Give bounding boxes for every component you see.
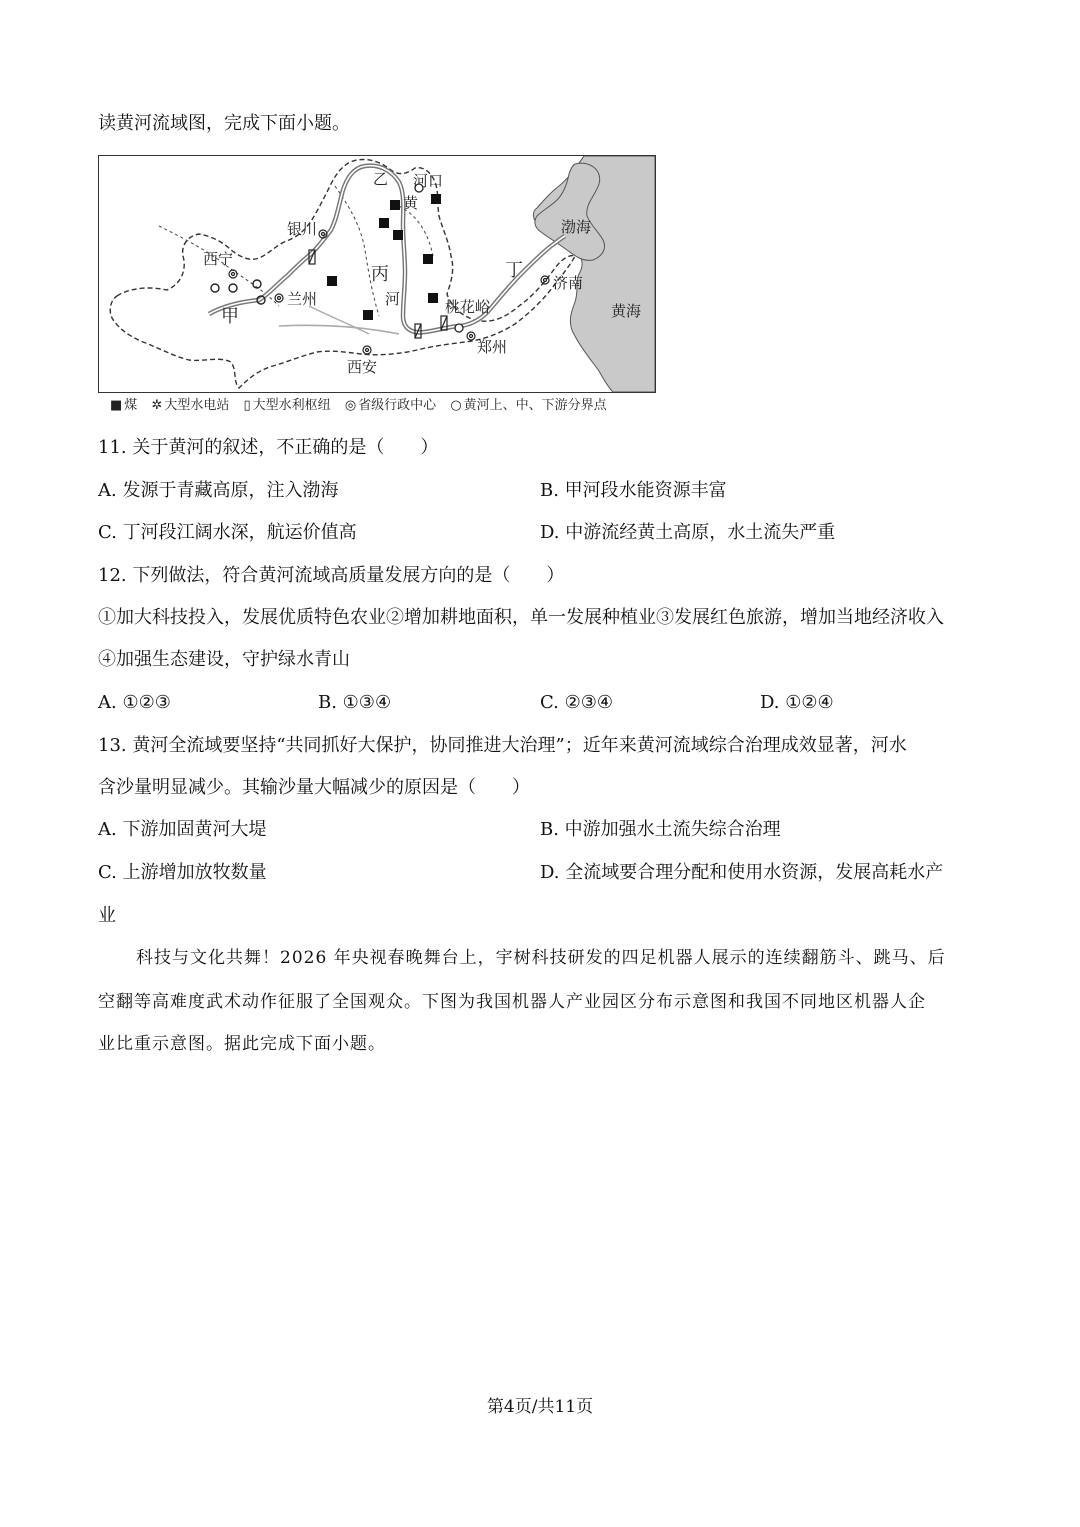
hydro-station-icon: ✲ [151,398,163,413]
coal-icon [423,254,433,264]
q11-option-d: D. 中游流经黄土高原，水土流失严重 [540,522,836,543]
q13-option-a: A. 下游加固黄河大堤 [98,819,267,840]
label-taohuayu: 桃花峪 [445,298,491,316]
coal-icon [390,200,400,210]
province-line [335,186,379,316]
label-he: 河 [385,290,401,308]
map-legend [110,397,617,415]
q13-option-c: C. 上游增加放牧数量 [98,862,267,883]
q11-stem: 11. 关于黄河的叙述，不正确的是（ ） [98,437,439,458]
circle-icon: ○ [450,398,462,413]
label-bohai: 渤海 [561,218,592,236]
map-question-intro: 读黄河流域图，完成下面小题。 [98,113,350,134]
coal-icon [327,276,337,286]
q11-option-b: B. 甲河段水能资源丰富 [540,480,727,501]
label-lanzhou: 兰州 [287,290,318,308]
q13-option-d-line1: D. 全流域要合理分配和使用水资源，发展高耗水产 [540,862,944,883]
q12-stem: 12. 下列做法，符合黄河流域高质量发展方向的是（ ） [98,565,565,586]
legend-divide-label: 黄河上、中、下游分界点 [463,398,607,413]
label-xian: 西安 [347,358,378,376]
q12-option-b: B. ①③④ [318,692,392,713]
double-circle-icon: ◎ [344,398,357,413]
legend-hydro-label: 大型水电站 [164,398,230,413]
robot-intro-line3: 业比重示意图。据此完成下面小题。 [98,1034,386,1054]
label-huang: 黄 [403,194,419,212]
coal-icon [363,310,373,320]
legend-capital-label: 省级行政中心 [358,398,437,413]
q12-option-a: A. ①②③ [98,692,171,713]
label-bing: 丙 [371,264,389,285]
coal-icon [428,293,438,303]
q12-option-d: D. ①②④ [760,692,834,713]
label-yinchuan: 银川 [287,220,318,238]
q11-option-a: A. 发源于青藏高原，注入渤海 [98,480,339,501]
q13-stem-line1: 13. 黄河全流域要坚持“共同抓好大保护，协同推进大治理”；近年来黄河流域综合治理成效显著，河水 [98,735,907,756]
label-jia: 甲 [221,306,239,327]
legend-coal-label: 煤 [124,398,138,413]
q12-option-c: C. ②③④ [540,692,613,713]
tributary-river [309,306,369,334]
q12-statement-line2: ④加强生态建设，守护绿水青山 [98,649,350,670]
page-number: 第4页/共11页 [486,1397,594,1417]
label-hekou: 河口 [413,172,444,190]
label-huanghai: 黄海 [611,302,642,320]
label-ding: 丁 [505,260,523,281]
tributary-river [279,325,399,334]
legend-dam-label: 大型水利枢纽 [252,398,331,413]
map-graphic [99,156,655,392]
label-xining: 西宁 [203,250,234,268]
black-square-icon: ■ [110,398,123,413]
q13-option-d-line2: 业 [98,905,116,926]
hydro-station-icon [211,280,265,304]
q11-option-c: C. 丁河段江阔水深，航运价值高 [98,522,357,543]
yellow-river-basin-map [98,155,656,393]
coal-icon [431,194,441,204]
robot-intro-line1: 科技与文化共舞！2026 年央视春晚舞台上，宇树科技研发的四足机器人展示的连续翻筋斗、跳马、后 [136,948,946,968]
q13-stem-line2: 含沙量明显减少。其输沙量大幅减少的原因是（ ） [98,777,530,798]
q13-option-b: B. 中游加强水土流失综合治理 [540,819,781,840]
dam-icon: ▯ [243,398,251,413]
coal-icon [393,230,403,240]
robot-intro-line2: 空翻等高难度武术动作征服了全国观众。下图为我国机器人产业园区分布示意图和我国不同地区机器人企 [98,992,926,1012]
label-yi: 乙 [373,170,389,188]
label-jinan: 济南 [553,274,584,292]
coal-icon [379,218,389,228]
q12-statement-line1: ①加大科技投入，发展优质特色农业②增加耕地面积，单一发展种植业③发展红色旅游，增加当地经济收入 [98,607,944,628]
circle-icon [455,324,463,332]
label-zhengzhou: 郑州 [477,338,508,356]
